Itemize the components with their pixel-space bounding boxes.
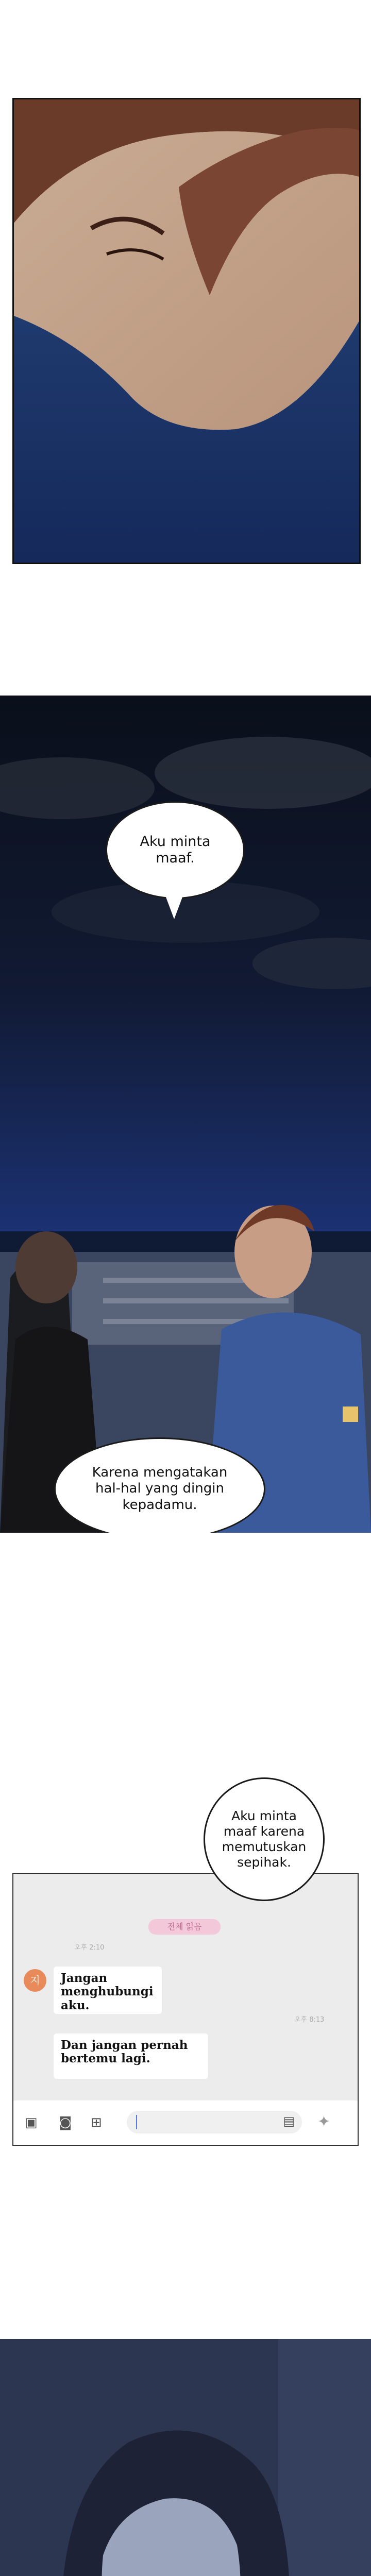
bubble-tail	[165, 894, 183, 919]
avatar-initial: 지	[30, 1974, 40, 1987]
sticker-icon[interactable]: ▤	[283, 2114, 295, 2128]
speech-bubble-sorry-decision	[204, 1777, 325, 1901]
speech-bubble-apology	[106, 801, 245, 899]
panel-night-scene	[0, 696, 371, 1533]
girl-illustration	[0, 2339, 371, 2576]
chat-time-1: 오후 2:10	[74, 1944, 105, 1952]
speech-text: Aku minta maaf.	[140, 833, 211, 866]
camera-icon[interactable]: ◙	[59, 2115, 72, 2130]
panel-closeup-face	[12, 98, 361, 564]
chat-time-2: 오후 8:13	[294, 2016, 325, 2024]
read-tag: 전체 읽음	[148, 1919, 221, 1935]
message-input[interactable]	[127, 2111, 302, 2133]
send-icon[interactable]: ✦	[317, 2113, 331, 2131]
chat-message-2: Dan jangan pernah bertemu lagi.	[54, 2033, 208, 2079]
speech-text: Karena mengatakan hal-hal yang dingin kepadamu.	[92, 1465, 228, 1513]
text-cursor	[136, 2115, 137, 2129]
speech-bubble-explanation	[54, 1437, 265, 1533]
chat-area	[13, 1874, 358, 2145]
image-icon[interactable]: ▣	[25, 2115, 38, 2130]
apps-icon[interactable]: ⊞	[91, 2115, 102, 2130]
chat-message-1: Jangan menghubungi aku.	[54, 1967, 162, 2014]
speech-text: Aku minta maaf karena memutuskan sepihak.	[222, 1808, 307, 1870]
panel-phone-chat	[12, 1873, 359, 2146]
chat-avatar	[24, 1969, 46, 1992]
face-illustration	[14, 99, 359, 563]
panel-girl-phone	[0, 2339, 371, 2576]
chat-toolbar	[13, 2100, 358, 2145]
